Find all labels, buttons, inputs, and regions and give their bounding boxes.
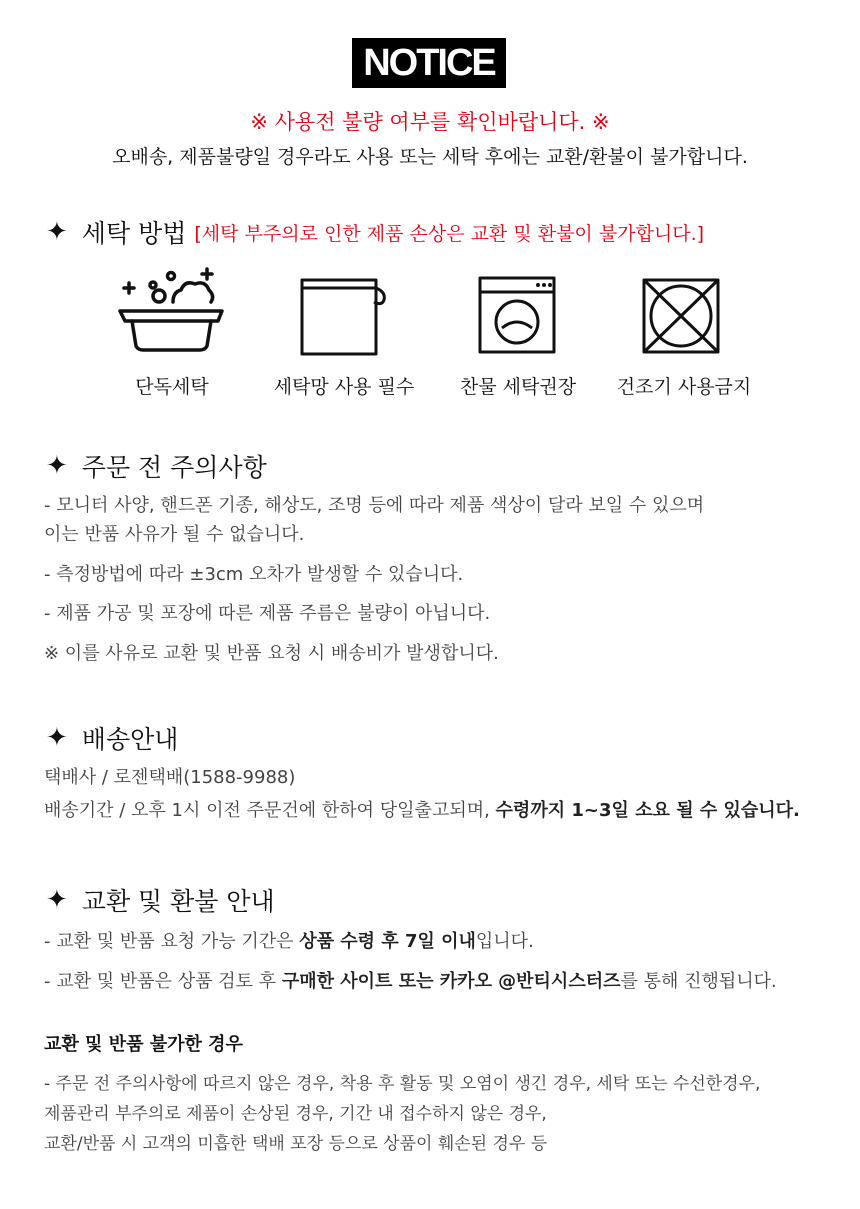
notice-badge: NOTICE bbox=[352, 38, 506, 88]
shipping-courier: 택배사 / 로젠택배(1588-9988) bbox=[44, 767, 296, 788]
refund-line-2a: - 교환 및 반품은 상품 검토 후 bbox=[44, 971, 282, 992]
washing-note: [세탁 부주의로 인한 제품 손상은 교환 및 환불이 불가합니다.] bbox=[194, 222, 705, 245]
precaution-line-1a: - 모니터 사양, 핸드폰 기종, 해상도, 조명 등에 따라 제품 색상이 달라 보일 수 있으며 bbox=[44, 495, 705, 516]
warning-text: ※ 사용전 불량 여부를 확인바랍니다. ※ bbox=[250, 110, 610, 134]
refund-subheading: 교환 및 반품 불가한 경우 bbox=[44, 1034, 243, 1055]
refund-line-2 bbox=[44, 969, 777, 995]
laundry-net-icon bbox=[300, 276, 390, 356]
precautions-heading bbox=[46, 448, 267, 484]
shipping-period-b: 수령까지 1~3일 소요 될 수 있습니다. bbox=[495, 800, 800, 821]
refund-line-2c: 를 통해 진행됩니다. bbox=[620, 971, 777, 992]
washing-heading bbox=[46, 214, 704, 250]
icon-label-laundry-net: 세탁망 사용 필수 bbox=[273, 376, 415, 398]
shipping-heading bbox=[46, 720, 178, 756]
precaution-line-1b: 이는 반품 사유가 될 수 없습니다. bbox=[44, 524, 305, 545]
refund-heading bbox=[46, 882, 275, 918]
icon-label-no-dryer: 건조기 사용금지 bbox=[616, 376, 752, 398]
no-tumble-dry-icon bbox=[640, 276, 722, 356]
star-icon: ✦ bbox=[46, 451, 68, 481]
notice-subtitle: 오배송, 제품불량일 경우라도 사용 또는 세탁 후에는 교환/환불이 불가합니다. bbox=[112, 146, 748, 168]
shipping-period bbox=[44, 798, 800, 824]
refund-line-1b: 상품 수령 후 7일 이내 bbox=[299, 931, 476, 952]
star-icon: ✦ bbox=[46, 217, 68, 247]
precaution-line-4: ※ 이를 사유로 교환 및 반품 요청 시 배송비가 발생합니다. bbox=[44, 643, 499, 664]
shipping-period-a: 배송기간 / 오후 1시 이전 주문건에 한하여 당일출고되며, bbox=[44, 800, 496, 821]
precaution-line-3: - 제품 가공 및 포장에 따른 제품 주름은 불량이 아닙니다. bbox=[44, 603, 491, 624]
refund-line-2b: 구매한 사이트 또는 카카오 @반티시스터즈 bbox=[281, 971, 621, 992]
basin-hand-wash-icon bbox=[115, 266, 230, 356]
precaution-line-2: - 측정방법에 따라 ±3cm 오차가 발생할 수 있습니다. bbox=[44, 564, 464, 585]
washing-machine-icon bbox=[478, 276, 558, 356]
refund-cases-c: 교환/반품 시 고객의 미흡한 택배 포장 등으로 상품이 훼손된 경우 등 bbox=[44, 1134, 548, 1154]
icon-label-single-wash: 단독세탁 bbox=[135, 376, 209, 398]
refund-line-1c: 입니다. bbox=[475, 931, 534, 952]
shipping-title: 배송안내 bbox=[81, 725, 179, 754]
star-icon: ✦ bbox=[46, 723, 68, 753]
refund-line-1a: - 교환 및 반품 요청 가능 기간은 bbox=[44, 931, 300, 952]
icon-label-cold-wash: 찬물 세탁권장 bbox=[459, 376, 577, 398]
washing-title: 세탁 방법 bbox=[81, 219, 187, 248]
refund-line-1 bbox=[44, 929, 534, 955]
precautions-title: 주문 전 주의사항 bbox=[81, 453, 267, 482]
refund-cases-a: - 주문 전 주의사항에 따르지 않은 경우, 착용 후 활동 및 오염이 생긴 경우, 세탁 또는 수선한경우, bbox=[44, 1074, 761, 1094]
refund-cases-b: 제품관리 부주의로 제품이 손상된 경우, 기간 내 접수하지 않은 경우, bbox=[44, 1104, 547, 1124]
star-icon: ✦ bbox=[46, 885, 68, 915]
refund-title: 교환 및 환불 안내 bbox=[81, 887, 275, 916]
